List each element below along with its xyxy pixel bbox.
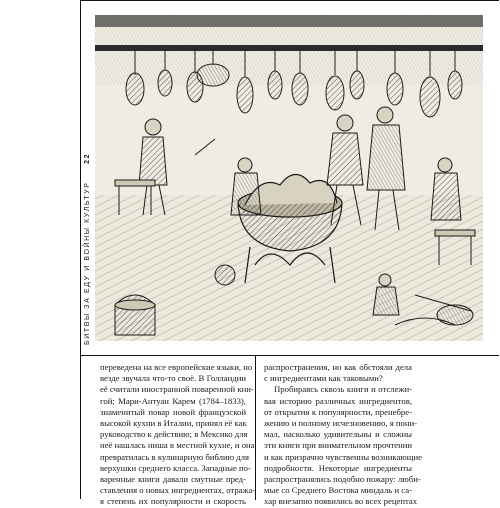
text-line: высокой кухни в Италии, принял её как — [100, 418, 247, 429]
left-paragraph — [100, 362, 256, 508]
column-divider — [255, 356, 256, 500]
text-line: мал, насколько удивительны и сложны — [264, 429, 412, 440]
text-line: её считали иностранной поваренной кни- — [100, 384, 254, 395]
text-line: варенные книги давали смутные пред- — [100, 474, 246, 485]
text-line: руководство к действию; в Мексико для — [100, 429, 248, 440]
text-line: распространялись подобно пожару: люби- — [264, 474, 421, 485]
text-line: ставления о новых ингредиентах, отража- — [100, 485, 256, 496]
text-line: вая историю различных ингредиентов, — [264, 395, 412, 406]
book-title: БИТВЫ ЗА ЕДУ И ВОЙНЫ КУЛЬТУР — [84, 181, 91, 345]
text-line: жению и полному исчезновению, я пони- — [264, 418, 418, 429]
text-top-rule — [80, 355, 499, 356]
woodcut-kitchen-illustration — [95, 15, 483, 341]
text-line: верхушки среднего класса. Западные по- — [100, 462, 251, 473]
left-text-column — [100, 362, 256, 508]
text-line: и как призрачно чувственны возникающие — [264, 451, 422, 462]
text-line: превратилась в кулинарную библию для — [100, 451, 250, 462]
text-line: переведена на все европейские языки, но — [100, 362, 253, 372]
right-text-column — [264, 362, 422, 508]
right-paragraph — [264, 362, 422, 508]
text-line: Пробираясь сквозь книги и отслежи- — [274, 384, 412, 395]
text-line: хар внезапно появились во всех рецептах — [264, 496, 418, 507]
text-line: от открытия к популярности, пренебре- — [264, 406, 412, 417]
text-line: эти книги при внимательном прочтении — [264, 440, 413, 451]
text-line: с ингредиентами как таковыми? — [264, 373, 383, 384]
woodcut-kitchen-scene-icon — [95, 15, 483, 341]
text-line: неё нашлась ниша в местной кухне, и она — [100, 440, 255, 451]
page-number: 22 — [84, 152, 91, 164]
text-line: распространения, но как обстояли дела — [264, 362, 412, 372]
text-line: мые со Среднего Востока миндаль и са- — [264, 485, 412, 496]
text-line: подробности. Некоторые ингредиенты — [264, 462, 412, 473]
text-line: знаменитый повар новой французской — [100, 406, 246, 417]
text-line: везде звучала что-то своё. В Голландии — [100, 373, 246, 384]
text-line: я степень их популярности и скорость — [100, 496, 246, 507]
text-line: гой; Мари-Антуан Карем (1784–1833), — [100, 395, 246, 406]
